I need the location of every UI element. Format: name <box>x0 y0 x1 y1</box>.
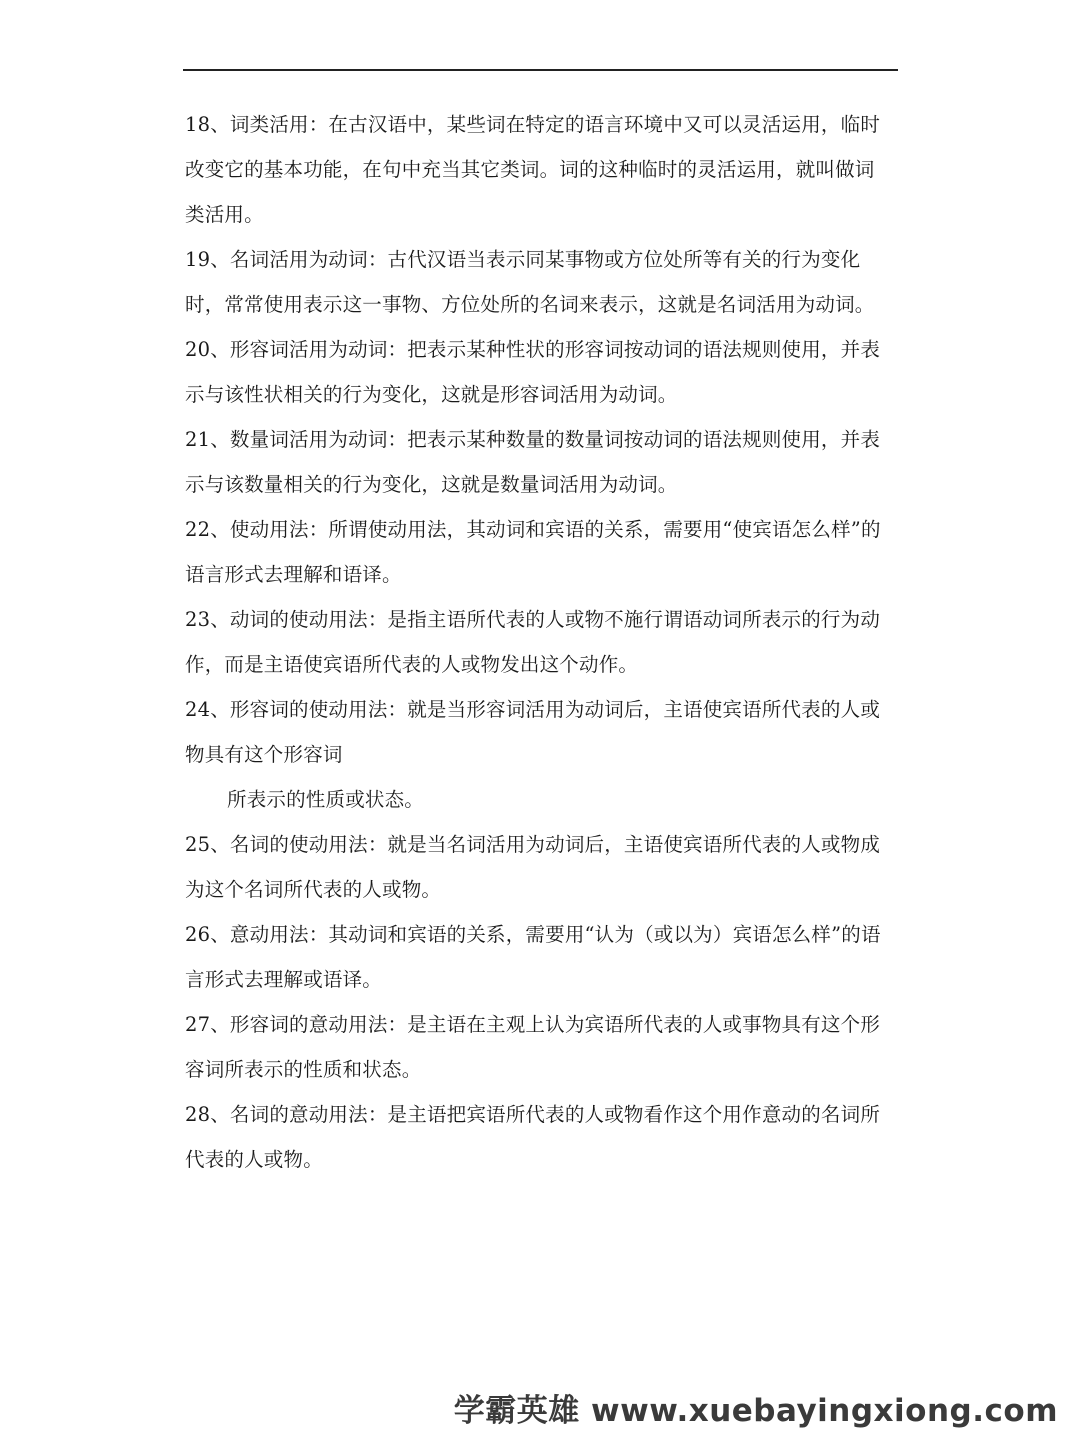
paragraph-19: 19、名词活用为动词：古代汉语当表示同某事物或方位处所等有关的行为变化时，常常使用表示这一事物、方位处所的名词来表示，这就是名词活用为动词。 <box>185 248 875 316</box>
paragraph-20: 20、形容词活用为动词：把表示某种性状的形容词按动词的语法规则使用，并表示与该性状相关的行为变化，这就是形容词活用为动词。 <box>185 338 881 406</box>
paragraph-25: 25、名词的使动用法：就是当名词活用为动词后，主语使宾语所代表的人或物成为这个名词所代表的人或物。 <box>185 833 881 901</box>
header-rule <box>183 69 898 71</box>
paragraph-28: 28、名词的意动用法：是主语把宾语所代表的人或物看作这个用作意动的名词所代表的人或物。 <box>185 1103 881 1171</box>
paragraph-22: 22、使动用法：所谓使动用法，其动词和宾语的关系，需要用“使宾语怎么样”的语言形式去理解和语译。 <box>185 518 881 586</box>
paragraph-24-continuation: 所表示的性质或状态。 <box>227 788 425 811</box>
paragraph-26: 26、意动用法：其动词和宾语的关系，需要用“认为（或以为）宾语怎么样”的语言形式去理解或语译。 <box>185 923 881 991</box>
paragraph-23: 23、动词的使动用法：是指主语所代表的人或物不施行谓语动词所表示的行为动作，而是主语使宾语所代表的人或物发出这个动作。 <box>185 608 881 676</box>
paragraph-27: 27、形容词的意动用法：是主语在主观上认为宾语所代表的人或事物具有这个形容词所表示的性质和状态。 <box>185 1013 881 1081</box>
document-body <box>185 102 890 1182</box>
paragraph-24: 24、形容词的使动用法：就是当形容词活用为动词后，主语使宾语所代表的人或物具有这个形容词 <box>185 698 881 766</box>
paragraph-18: 18、词类活用：在古汉语中，某些词在特定的语言环境中又可以灵活运用，临时改变它的基本功能，在句中充当其它类词。词的这种临时的灵活运用，就叫做词类活用。 <box>185 113 881 226</box>
site-watermark: 学霸英雄 www.xuebayingxiong.com <box>453 1393 1058 1429</box>
paragraph-21: 21、数量词活用为动词：把表示某种数量的数量词按动词的语法规则使用，并表示与该数量相关的行为变化，这就是数量词活用为动词。 <box>185 428 881 496</box>
